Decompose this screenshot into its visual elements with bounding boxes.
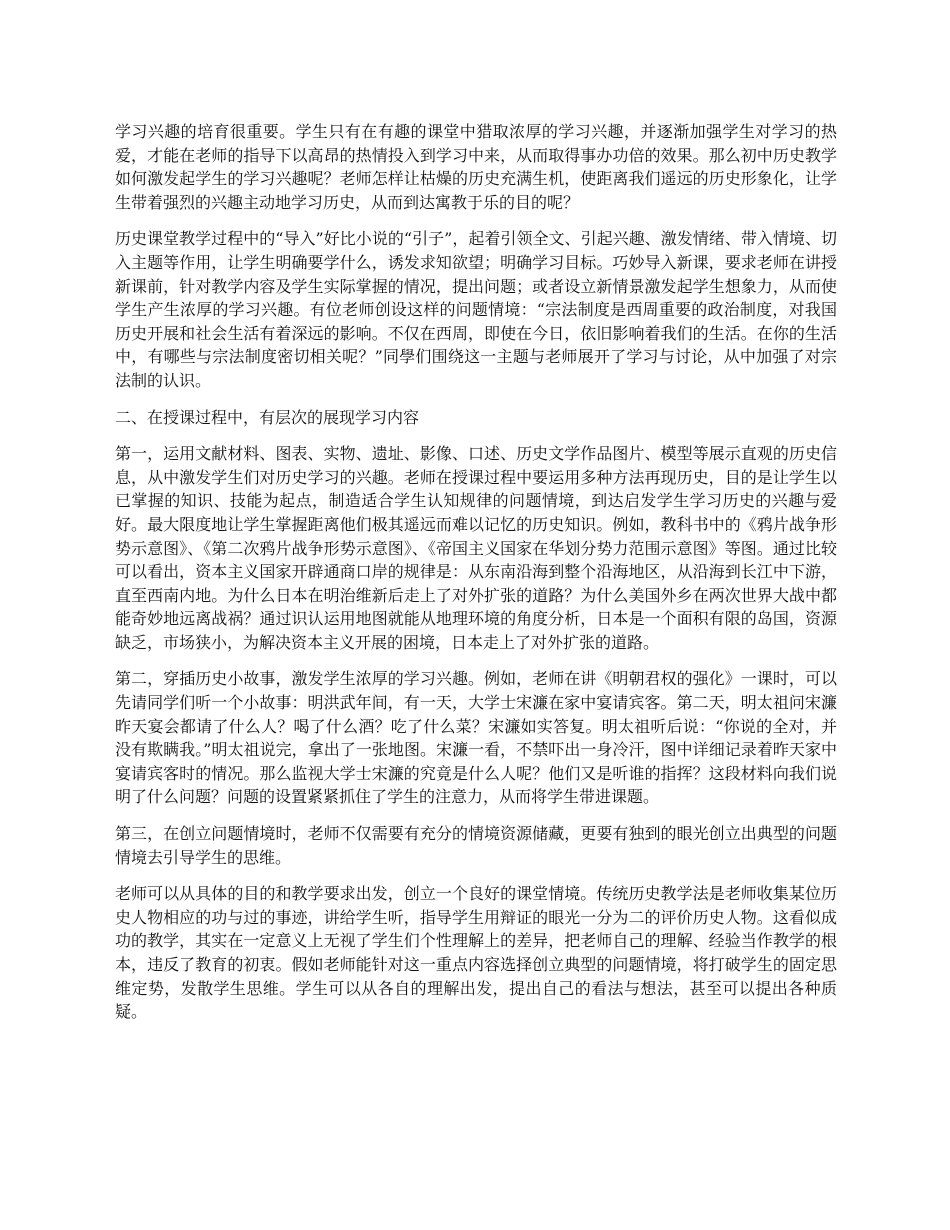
closing-paragraph: 老师可以从具体的目的和教学要求出发，创立一个良好的课堂情境。传统历史教学法是老师收集某位历史人物相应的功与过的事迹，讲给学生听，指导学生用辩证的眼光一分为二的评价历史人物。这看似成功的教学，其实在一定意义上无视了学生们个性理解上的差异，把老师自己的理解、经验当作教学的根本，违反了教育的初衷。假如老师能针对这一重点内容选择创立典型的问题情境，将打破学生的固定思维定势，发散学生思维。学生可以从各自的理解出发，提出自己的看法与想法，甚至可以提出各种质疑。 <box>115 884 837 1022</box>
second-point-paragraph: 第二，穿插历史小故事，激发学生浓厚的学习兴趣。例如，老师在讲《明朝君权的强化》一课时，可以先请同学们听一个小故事：明洪武年间，有一天，大学士宋濂在家中宴请宾客。第二天，明太祖问宋濂昨天宴会都请了什么人？喝了什么酒？吃了什么菜？宋濂如实答复。明太祖听后说：“你说的全对，并没有欺瞒我。”明太祖说完，拿出了一张地图。宋濂一看，不禁吓出一身冷汗，图中详细记录着昨天家中宴请宾客时的情况。那么监视大学士宋濂的究竟是什么人呢？他们又是听谁的指挥？这段材料向我们说明了什么问题？问题的设置紧紧抓住了学生的注意力，从而将学生带进课题。 <box>115 669 837 807</box>
section-heading: 二、在授课过程中，有层次的展现学习内容 <box>115 407 420 427</box>
intro-paragraph: 学习兴趣的培育很重要。学生只有在有趣的课堂中猎取浓厚的学习兴趣，并逐渐加强学生对学习的热爱，才能在老师的指导下以高昂的热情投入到学习中来，从而取得事办功倍的效果。那么初中历史教学如何激发起学生的学习兴趣呢？老师怎样让枯燥的历史充满生机，使距离我们遥远的历史形象化，让学生带着强烈的兴趣主动地学习历史，从而到达寓教于乐的目的呢？ <box>115 122 837 212</box>
third-point-paragraph: 第三，在创立问题情境时，老师不仅需要有充分的情境资源储藏，更要有独到的眼光创立出典型的问题情境去引导学生的思维。 <box>115 824 837 867</box>
introduction-method-paragraph: 历史课堂教学过程中的“导入”好比小说的“引子”，起着引领全文、引起兴趣、激发情绪、带入情境、切入主题等作用，让学生明确要学什么，诱发求知欲望；明确学习目标。巧妙导入新课，要求老师在讲授新课前，针对教学内容及学生实际掌握的情况，提出问题；或者设立新情景激发起学生想象力，从而使学生产生浓厚的学习兴趣。有位老师创设这样的问题情境：“宗法制度是西周重要的政治制度，对我国历史开展和社会生活有着深远的影响。不仅在西周，即使在今日，依旧影响着我们的生活。在你的生活中，有哪些与宗法制度密切相关呢？”同學们围绕这一主题与老师展开了学习与讨论，从中加强了对宗法制的认识。 <box>115 229 837 390</box>
document-page <box>115 120 837 1037</box>
first-point-paragraph: 第一，运用文献材料、图表、实物、遗址、影像、口述、历史文学作品图片、模型等展示直观的历史信息，从中激发学生们对历史学习的兴趣。老师在授课过程中要运用多种方法再现历史，目的是让学生以已掌握的知识、技能为起点，制造适合学生认知规律的问题情境，到达启发学生学习历史的兴趣与爱好。最大限度地让学生掌握距离他们极其遥远而难以记忆的历史知识。例如，教科书中的《鸦片战争形势示意图》、《第二次鸦片战争形势示意图》、《帝国主义国家在华划分势力范围示意图》等图。通过比较可以看出，资本主义国家开辟通商口岸的规律是：从东南沿海到整个沿海地区，从沿海到长江中下游，直至西南内地。为什么日本在明治维新后走上了对外扩张的道路？为什么美国外乡在两次世界大战中都能奇妙地远离战祸？通过识认运用地图就能从地理环境的角度分析，日本是一个面积有限的岛国，资源缺乏，市场狭小，为解决资本主义开展的困境，日本走上了对外扩张的道路。 <box>115 444 837 652</box>
